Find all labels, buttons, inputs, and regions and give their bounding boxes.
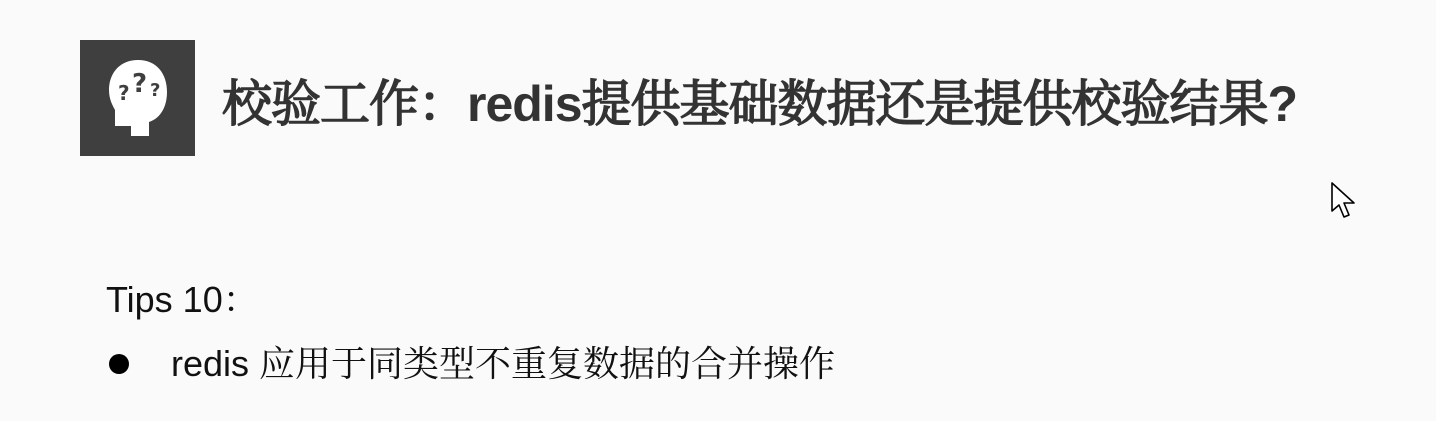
bullet-item [106, 340, 835, 388]
bullet-dot-icon [109, 354, 129, 374]
svg-text:?: ? [117, 81, 130, 105]
question-head-icon-box [80, 40, 195, 156]
tips-label: Tips 10： [106, 279, 259, 320]
thinking-head-question-icon [105, 56, 171, 140]
svg-text:?: ? [149, 80, 160, 101]
svg-text:?: ? [131, 69, 147, 99]
slide-title: 校验工作：redis提供基础数据还是提供校验结果? [222, 76, 1298, 132]
mouse-pointer-icon [1330, 181, 1360, 223]
bullet-text: redis 应用于同类型不重复数据的合并操作 [171, 343, 836, 384]
